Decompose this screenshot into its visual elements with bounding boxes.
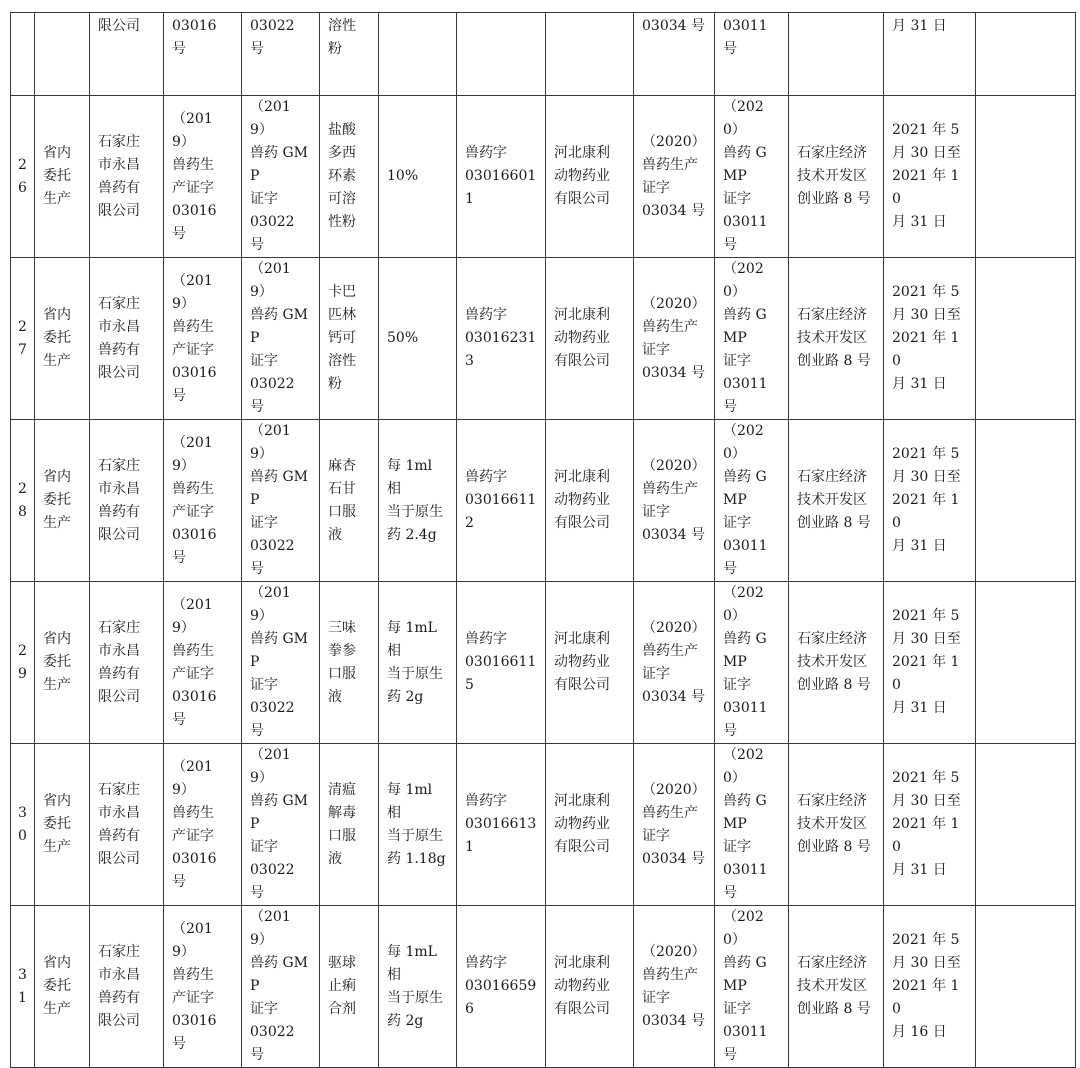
production-type (35, 13, 90, 96)
entrusted-company: 河北康利 动物药业 有限公司 (546, 420, 634, 582)
production-address: 石家庄经济 技术开发区 创业路 8 号 (789, 582, 884, 744)
production-type: 省内 委托 生产 (35, 744, 90, 906)
entrusted-gmp-certificate: （2020） 兽药 GMP 证字 03011 号 (715, 258, 789, 420)
product-name: 清瘟 解毒 口服 液 (320, 744, 379, 906)
row-number: 3 0 (11, 744, 35, 906)
production-type: 省内 委托 生产 (35, 258, 90, 420)
production-license: （2019） 兽药生 产证字 03016 号 (164, 96, 242, 258)
specification: 每 1mL 相 当于原生 药 2g (379, 582, 457, 744)
product-name: 麻杏 石甘 口服 液 (320, 420, 379, 582)
entrusted-company (546, 13, 634, 96)
table-row (11, 13, 1076, 96)
validity-period: 2021 年 5 月 30 日至 2021 年 10 月 31 日 (884, 582, 976, 744)
row-number: 2 6 (11, 96, 35, 258)
entrusted-gmp-certificate: （2020） 兽药 GMP 证字 03011 号 (715, 582, 789, 744)
product-name: 卡巴 匹林 钙可 溶性 粉 (320, 258, 379, 420)
row-number: 2 8 (11, 420, 35, 582)
validity-period: 2021 年 5 月 30 日至 2021 年 10 月 16 日 (884, 906, 976, 1068)
approval-number: 兽药字 030166596 (457, 906, 546, 1068)
entrusted-production-license: （2020） 兽药生产 证字 03034 号 (634, 420, 715, 582)
table-row (11, 420, 1076, 582)
entrusted-company: 河北康利 动物药业 有限公司 (546, 258, 634, 420)
remarks-cell (976, 582, 1076, 744)
product-name: 溶性 粉 (320, 13, 379, 96)
validity-period: 2021 年 5 月 30 日至 2021 年 10 月 31 日 (884, 258, 976, 420)
specification: 50% (379, 258, 457, 420)
gmp-certificate: （2019） 兽药 GMP 证字 03022 号 (242, 744, 320, 906)
entrusted-production-license: （2020） 兽药生产 证字 03034 号 (634, 258, 715, 420)
entrusting-company: 石家庄 市永昌 兽药有 限公司 (90, 744, 164, 906)
table-row (11, 258, 1076, 420)
entrusted-gmp-certificate: 03011 号 (715, 13, 789, 96)
validity-period: 2021 年 5 月 30 日至 2021 年 10 月 31 日 (884, 96, 976, 258)
entrusted-production-license: （2020） 兽药生产 证字 03034 号 (634, 96, 715, 258)
entrusted-production-license: （2020） 兽药生产 证字 03034 号 (634, 906, 715, 1068)
table-row (11, 582, 1076, 744)
entrusted-gmp-certificate: （2020） 兽药 GMP 证字 03011 号 (715, 420, 789, 582)
entrusted-company: 河北康利 动物药业 有限公司 (546, 744, 634, 906)
remarks-cell (976, 13, 1076, 96)
specification: 每 1mL 相 当于原生 药 2g (379, 906, 457, 1068)
gmp-certificate: （2019） 兽药 GMP 证字 03022 号 (242, 420, 320, 582)
production-address (789, 13, 884, 96)
entrusting-company: 石家庄 市永昌 兽药有 限公司 (90, 96, 164, 258)
entrusted-company: 河北康利 动物药业 有限公司 (546, 582, 634, 744)
production-address: 石家庄经济 技术开发区 创业路 8 号 (789, 744, 884, 906)
specification (379, 13, 457, 96)
row-number (11, 13, 35, 96)
approval-number (457, 13, 546, 96)
entrusted-gmp-certificate: （2020） 兽药 GMP 证字 03011 号 (715, 744, 789, 906)
table-row (11, 96, 1076, 258)
entrusted-gmp-certificate: （2020） 兽药 GMP 证字 03011 号 (715, 96, 789, 258)
production-license: （2019） 兽药生 产证字 03016 号 (164, 744, 242, 906)
gmp-certificate: （2019） 兽药 GMP 证字 03022 号 (242, 96, 320, 258)
specification: 每 1ml 相 当于原生 药 1.18g (379, 744, 457, 906)
product-name: 驱球 止痢 合剂 (320, 906, 379, 1068)
production-license: （2019） 兽药生 产证字 03016 号 (164, 906, 242, 1068)
gmp-certificate: 03022 号 (242, 13, 320, 96)
entrusting-company: 石家庄 市永昌 兽药有 限公司 (90, 906, 164, 1068)
entrusting-company: 石家庄 市永昌 兽药有 限公司 (90, 420, 164, 582)
gmp-certificate: （2019） 兽药 GMP 证字 03022 号 (242, 906, 320, 1068)
remarks-cell (976, 744, 1076, 906)
production-license: （2019） 兽药生 产证字 03016 号 (164, 582, 242, 744)
validity-period: 月 31 日 (884, 13, 976, 96)
production-type: 省内 委托 生产 (35, 906, 90, 1068)
production-type: 省内 委托 生产 (35, 420, 90, 582)
approval-number: 兽药字 030166011 (457, 96, 546, 258)
production-address: 石家庄经济 技术开发区 创业路 8 号 (789, 906, 884, 1068)
specification: 10% (379, 96, 457, 258)
remarks-cell (976, 906, 1076, 1068)
remarks-cell (976, 420, 1076, 582)
gmp-certificate: （2019） 兽药 GMP 证字 03022 号 (242, 582, 320, 744)
row-number: 2 9 (11, 582, 35, 744)
table-row (11, 744, 1076, 906)
row-number: 2 7 (11, 258, 35, 420)
product-name: 三味 拳参 口服 液 (320, 582, 379, 744)
entrusted-production-license: 03034 号 (634, 13, 715, 96)
product-name: 盐酸 多西 环素 可溶 性粉 (320, 96, 379, 258)
approval-number: 兽药字 030166131 (457, 744, 546, 906)
validity-period: 2021 年 5 月 30 日至 2021 年 10 月 31 日 (884, 744, 976, 906)
approval-number: 兽药字 030166115 (457, 582, 546, 744)
remarks-cell (976, 258, 1076, 420)
entrusted-production-license: （2020） 兽药生产 证字 03034 号 (634, 582, 715, 744)
production-address: 石家庄经济 技术开发区 创业路 8 号 (789, 96, 884, 258)
entrusted-production-table (10, 12, 1076, 1068)
production-license: （2019） 兽药生 产证字 03016 号 (164, 420, 242, 582)
production-license: （2019） 兽药生 产证字 03016 号 (164, 258, 242, 420)
production-address: 石家庄经济 技术开发区 创业路 8 号 (789, 258, 884, 420)
entrusted-company: 河北康利 动物药业 有限公司 (546, 96, 634, 258)
remarks-cell (976, 96, 1076, 258)
entrusting-company: 石家庄 市永昌 兽药有 限公司 (90, 258, 164, 420)
table-row (11, 906, 1076, 1068)
entrusted-production-license: （2020） 兽药生产 证字 03034 号 (634, 744, 715, 906)
row-number: 3 1 (11, 906, 35, 1068)
entrusting-company: 限公司 (90, 13, 164, 96)
specification: 每 1ml 相 当于原生 药 2.4g (379, 420, 457, 582)
entrusted-gmp-certificate: （2020） 兽药 GMP 证字 03011 号 (715, 906, 789, 1068)
gmp-certificate: （2019） 兽药 GMP 证字 03022 号 (242, 258, 320, 420)
approval-number: 兽药字 030166112 (457, 420, 546, 582)
production-license: 03016 号 (164, 13, 242, 96)
entrusting-company: 石家庄 市永昌 兽药有 限公司 (90, 582, 164, 744)
production-type: 省内 委托 生产 (35, 96, 90, 258)
validity-period: 2021 年 5 月 30 日至 2021 年 10 月 31 日 (884, 420, 976, 582)
approval-number: 兽药字 030162313 (457, 258, 546, 420)
entrusted-company: 河北康利 动物药业 有限公司 (546, 906, 634, 1068)
production-type: 省内 委托 生产 (35, 582, 90, 744)
production-address: 石家庄经济 技术开发区 创业路 8 号 (789, 420, 884, 582)
